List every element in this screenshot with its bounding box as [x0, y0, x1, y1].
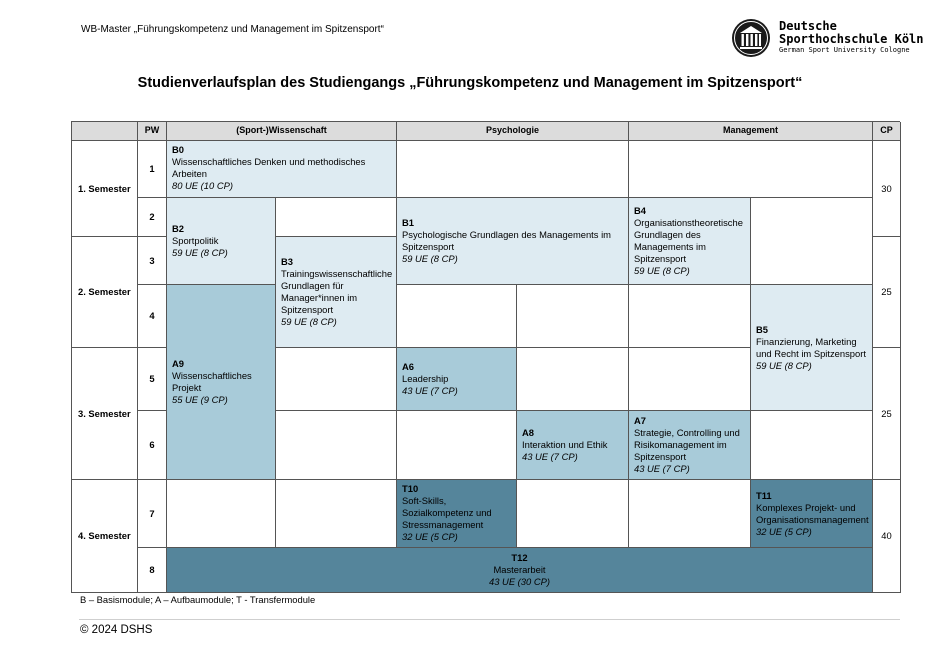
- week-3: 3: [138, 237, 167, 285]
- empty-cell: [629, 348, 751, 411]
- module-units: 80 UE (10 CP): [172, 180, 233, 191]
- module-a6: [397, 348, 517, 411]
- module-b1: [397, 198, 629, 285]
- module-units: 32 UE (5 CP): [402, 531, 458, 542]
- module-name: Psychologische Grundlagen des Managements im Spitzensport: [402, 229, 611, 252]
- module-a7: [629, 411, 751, 480]
- module-code: A6: [402, 361, 414, 372]
- empty-cell: [517, 348, 629, 411]
- module-code: A7: [634, 415, 646, 426]
- module-b0: [167, 141, 397, 198]
- module-units: 59 UE (8 CP): [402, 253, 458, 264]
- study-plan-table: [71, 121, 900, 593]
- module-name: Strategie, Controlling und Risikomanagement im Spitzensport: [634, 427, 740, 462]
- module-name: Organisationstheoretische Grundlagen des Managements im Spitzensport: [634, 217, 743, 264]
- copyright: © 2024 DSHS: [80, 624, 153, 636]
- header-pw: PW: [138, 122, 167, 141]
- module-code: B1: [402, 217, 414, 228]
- empty-cell: [167, 480, 276, 548]
- module-name: Finanzierung, Marketing und Recht im Spitzensport: [756, 335, 866, 359]
- empty-cell: [397, 141, 629, 198]
- module-units: 55 UE (9 CP): [172, 394, 228, 405]
- week-1: 1: [138, 141, 167, 198]
- module-units: 59 UE (8 CP): [172, 247, 228, 258]
- empty-cell: [517, 480, 629, 548]
- empty-cell: [517, 285, 629, 348]
- module-units: 43 UE (7 CP): [402, 385, 458, 396]
- module-code: A9: [172, 358, 184, 369]
- logo-name-line2: Sporthochschule Köln: [779, 31, 924, 46]
- header-science: (Sport-)Wissenschaft: [167, 122, 397, 141]
- week-6: 6: [138, 411, 167, 480]
- module-units: 43 UE (7 CP): [522, 451, 578, 462]
- module-code: T11: [756, 489, 772, 501]
- semester-3-label: 3. Semester: [72, 348, 138, 480]
- module-name: Trainingswissenschaftliche Grundlagen für Manager*innen im Spitzensport: [281, 268, 393, 315]
- module-code: A8: [522, 427, 534, 438]
- module-b5: [751, 285, 873, 411]
- module-name: Masterarbeit: [493, 564, 546, 575]
- module-b2: [167, 198, 276, 285]
- module-name: Sportpolitik: [172, 235, 219, 246]
- empty-cell: [397, 285, 517, 348]
- semester-1-label: 1. Semester: [72, 141, 138, 237]
- semester-2-cp: 25: [873, 237, 901, 348]
- module-name: Wissenschaftliches Denken und methodisches Arbeiten: [172, 156, 366, 179]
- semester-3-cp: 25: [873, 348, 901, 480]
- footer-divider: [79, 619, 900, 620]
- program-header: WB-Master „Führungskompetenz und Management im Spitzensport“: [81, 24, 384, 35]
- module-a8: [517, 411, 629, 480]
- module-units: 43 UE (7 CP): [634, 463, 690, 474]
- module-code: B2: [172, 223, 184, 234]
- empty-cell: [751, 198, 873, 285]
- header-empty: [72, 122, 138, 141]
- empty-cell: [751, 411, 873, 480]
- module-code: B5: [756, 323, 768, 335]
- module-b3: [276, 237, 397, 348]
- module-t11: [751, 480, 873, 548]
- module-b4: [629, 198, 751, 285]
- module-units: 59 UE (8 CP): [756, 359, 812, 371]
- module-name: Soft-Skills, Sozialkompetenz und Stressmanagement: [402, 495, 492, 530]
- module-code: B4: [634, 205, 646, 216]
- module-a9: [167, 285, 276, 480]
- empty-cell: [629, 480, 751, 548]
- module-code: B0: [172, 144, 184, 155]
- week-8: 8: [138, 548, 167, 593]
- header-psychology: Psychologie: [397, 122, 629, 141]
- header-cp: CP: [873, 122, 901, 141]
- module-name: Leadership: [402, 373, 449, 384]
- university-logo: [731, 18, 924, 62]
- header-management: Management: [629, 122, 873, 141]
- module-t12: [167, 548, 873, 593]
- empty-cell: [276, 411, 397, 480]
- semester-2-label: 2. Semester: [72, 237, 138, 348]
- module-units: 32 UE (5 CP): [756, 525, 812, 537]
- page-title: Studienverlaufsplan des Studiengangs „Führungskompetenz und Management im Spitzensport“: [137, 75, 803, 91]
- university-seal-icon: [731, 18, 771, 58]
- module-code: T12: [511, 552, 528, 563]
- logo-name-line1: Deutsche: [779, 19, 837, 33]
- module-units: 43 UE (30 CP): [489, 576, 550, 587]
- empty-cell: [397, 411, 517, 480]
- week-2: 2: [138, 198, 167, 237]
- semester-1-cp: 30: [873, 141, 901, 237]
- empty-cell: [629, 285, 751, 348]
- semester-4-label: 4. Semester: [72, 480, 138, 593]
- logo-name: [779, 20, 924, 45]
- week-4: 4: [138, 285, 167, 348]
- semester-4-cp: 40: [873, 480, 901, 593]
- empty-cell: [629, 141, 873, 198]
- module-name: Wissenschaftliches Projekt: [172, 370, 252, 393]
- week-5: 5: [138, 348, 167, 411]
- module-legend: B – Basismodule; A – Aufbaumodule; T - Transfermodule: [80, 594, 316, 605]
- module-name: Komplexes Projekt- und Organisationsmanagement: [756, 501, 869, 525]
- logo-subtitle: German Sport University Cologne: [779, 46, 910, 54]
- module-name: Interaktion und Ethik: [522, 439, 608, 450]
- module-code: B3: [281, 256, 293, 267]
- module-t10: [397, 480, 517, 548]
- module-units: 59 UE (8 CP): [634, 265, 690, 276]
- module-units: 59 UE (8 CP): [281, 316, 337, 327]
- empty-cell: [276, 348, 397, 411]
- module-code: T10: [402, 483, 419, 494]
- empty-cell: [276, 198, 397, 237]
- empty-cell: [276, 480, 397, 548]
- week-7: 7: [138, 480, 167, 548]
